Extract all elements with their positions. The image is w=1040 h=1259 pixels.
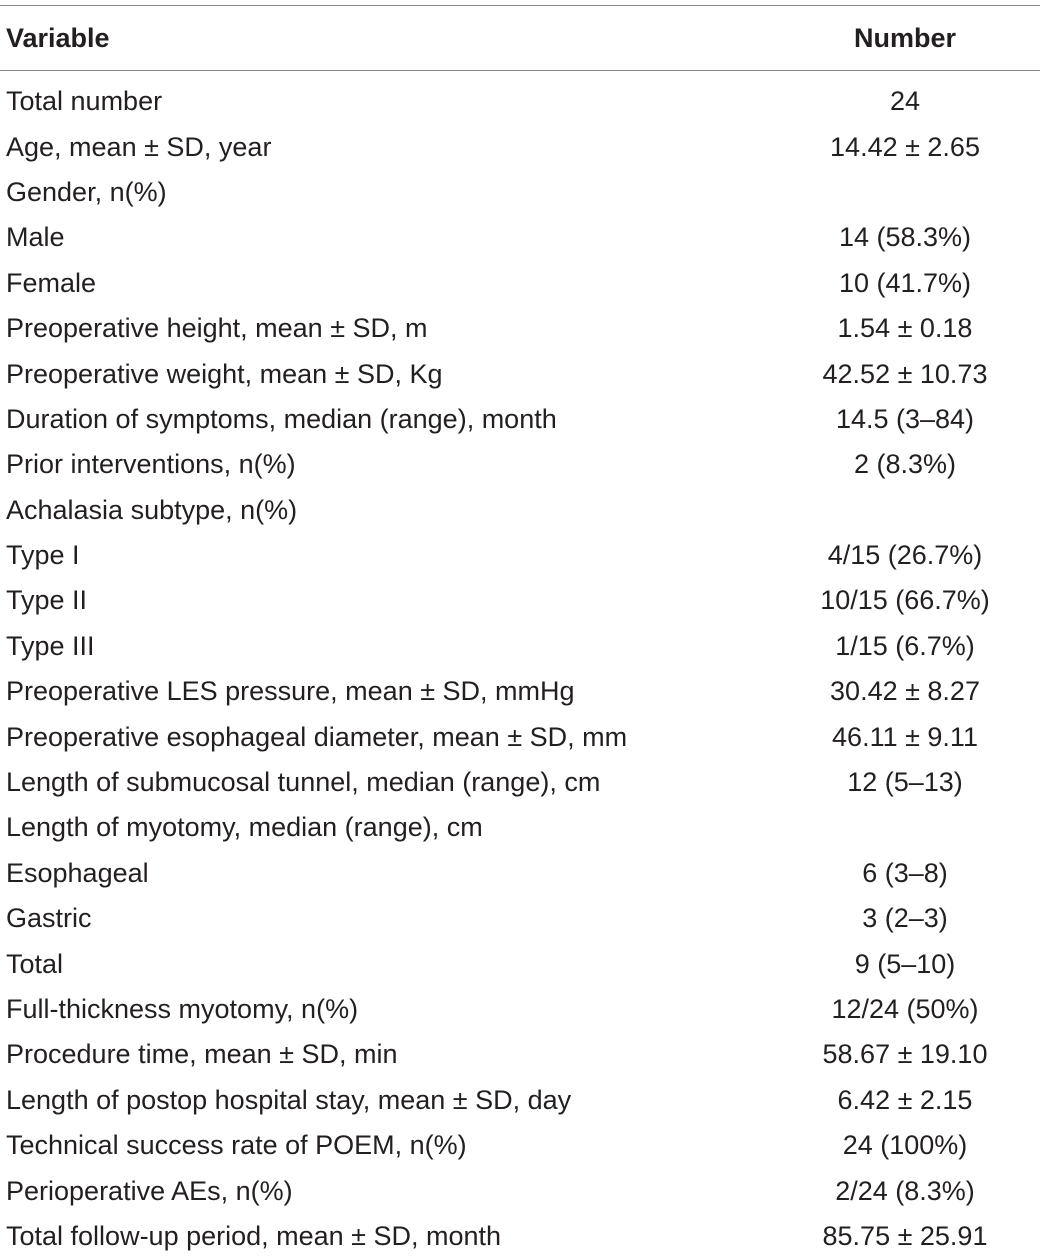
table-row [0,442,1040,487]
cell-variable: Total [6,948,64,979]
cell-number: 1/15 (6.7%) [835,630,975,661]
cell-number: 4/15 (26.7%) [827,540,983,571]
cell-variable: Length of submucosal tunnel, median (range), cm [6,767,601,798]
table-row [0,1214,1040,1259]
table-row [0,306,1040,351]
header-variable: Variable [6,22,110,53]
table-row [0,896,1040,941]
cell-number: 30.42 ± 8.27 [830,676,980,707]
cell-variable: Length of myotomy, median (range), cm [6,812,483,843]
table-row [0,941,1040,986]
table-row [0,760,1040,805]
table-row [0,397,1040,442]
cell-number: 9 (5–10) [854,948,956,979]
table-row [0,261,1040,306]
cell-variable: Perioperative AEs, n(%) [6,1175,293,1206]
table-row [0,124,1040,169]
table-row [0,669,1040,714]
cell-variable: Gastric [6,903,92,934]
cell-variable: Total number [6,86,163,117]
cell-number: 6 (3–8) [862,857,948,888]
header-number: Number [853,22,956,53]
table-row [0,215,1040,260]
cell-number: 24 (100%) [842,1130,968,1161]
table-header [0,6,1040,70]
cell-number: 14.42 ± 2.65 [830,131,980,162]
table-row [0,987,1040,1032]
cell-number: 2 (8.3%) [853,449,957,480]
cell-variable: Male [6,222,65,253]
cell-variable: Total follow-up period, mean ± SD, month [6,1220,502,1251]
cell-variable: Female [6,267,97,298]
cell-number: 42.52 ± 10.73 [822,358,988,389]
cell-variable: Preoperative height, mean ± SD, m [6,313,428,344]
table-row [0,714,1040,759]
cell-number: 46.11 ± 9.11 [832,721,978,752]
cell-variable: Length of postop hospital stay, mean ± SD, day [6,1084,572,1115]
cell-variable: Duration of symptoms, median (range), month [6,403,557,434]
table-row [0,488,1040,533]
cell-variable: Technical success rate of POEM, n(%) [6,1130,467,1161]
cell-number: 85.75 ± 25.91 [822,1220,988,1251]
table-row [0,805,1040,850]
cell-number: 2/24 (8.3%) [835,1175,975,1206]
cell-variable: Full-thickness myotomy, n(%) [6,994,359,1024]
cell-number: 10/15 (66.7%) [820,585,990,616]
cell-variable: Preoperative weight, mean ± SD, Kg [6,358,443,389]
cell-number: 12/24 (50%) [831,994,979,1024]
table-row [0,351,1040,396]
cell-number: 58.67 ± 19.10 [822,1039,988,1070]
cell-variable: Type III [6,630,95,661]
cell-variable: Type II [6,585,88,616]
cell-number: 10 (41.7%) [838,267,972,298]
cell-variable: Achalasia subtype, n(%) [6,494,298,525]
table-row [0,578,1040,623]
table-row [0,624,1040,669]
table-row [0,170,1040,215]
cell-number: 3 (2–3) [862,903,948,934]
cell-number: 14 (58.3%) [838,222,972,253]
cell-variable: Procedure time, mean ± SD, min [6,1039,398,1070]
cell-number: 14.5 (3–84) [835,403,975,434]
cell-variable: Gender, n(%) [6,176,167,207]
cell-number: 12 (5–13) [847,767,963,798]
cell-number: 6.42 ± 2.15 [837,1084,973,1115]
table-body [0,71,1040,1259]
table-row [0,1032,1040,1077]
table-row [0,79,1040,124]
cell-number: 24 [889,86,921,117]
cell-variable: Type I [6,540,80,571]
table-row [0,1078,1040,1123]
cell-number: 1.54 ± 0.18 [837,313,973,344]
cell-variable: Esophageal [6,857,149,888]
table-row [0,851,1040,896]
table-row [0,1123,1040,1168]
cell-variable: Age, mean ± SD, year [6,131,272,162]
cell-variable: Preoperative esophageal diameter, mean ± SD, mm [6,721,628,752]
cell-variable: Preoperative LES pressure, mean ± SD, mmHg [6,676,575,707]
table-row [0,1168,1040,1213]
cell-variable: Prior interventions, n(%) [6,449,296,480]
table-row [0,533,1040,578]
